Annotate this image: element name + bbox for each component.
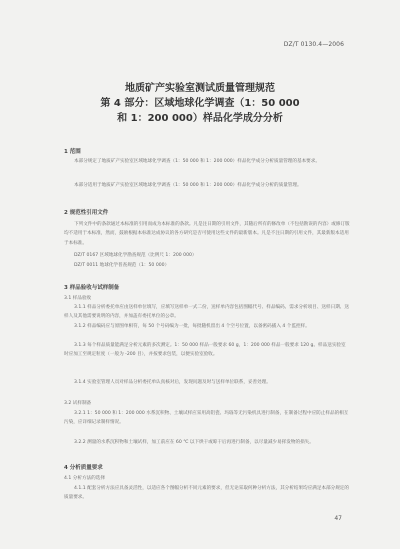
subsection-3-1-heading: 3.1 样品验收 [64,296,92,301]
subsection-4-1-heading: 4.1 分析方法的选择 [64,476,105,481]
subsection-3-2-heading: 3.2 试样制备 [64,401,92,406]
clause-3-1-1: 3.1.1 样品分析委托单应由送样单位填写，应填写送样单一式二份，送样单内容包括图幅代号、样品编码、需求分析项目、送样日期、送样人及其他需要说明的内容，并加盖有委托单位的公章。 [64,305,349,320]
section-4-heading: 4 分析质量要求 [64,465,103,471]
section-1-paragraph-1: 本部分规定了地质矿产实验室区域地球化学调查（1：50 000 和 1：200 000）样品化学成分分析质量管理的基本要求。 [74,159,320,164]
section-2-paragraph-1: 下列文件中的条款通过本标准的引用而成为本标准的条款。凡是注日期的引用文件，其随后所有的修改单（不包括勘误的内容）或修订版均不适用于本标准，然而，鼓励根据本标准达成协议的各方研究是否可使用这些文件的最新版本。凡是不注日期的引用文件，其最新版本适用于本标准。 [64,222,350,246]
reference-2: DZ/T 0011 地球化学普查规范（1：50 000） [74,263,170,268]
clause-3-1-2: 3.1.2 样品编码应与原图单相符，每 50 个号码编为一批，每批随机留出 4 个空号位置，以备密码插入 4 个监控样。 [74,324,310,329]
title-line-2: 第 4 部分：区域地球化学调查（1：50 000 [100,98,300,109]
section-3-heading: 3 样品验收与试样制备 [64,285,120,291]
standard-code: DZ/T 0130.4—2006 [283,41,344,48]
section-1-heading: 1 范围 [64,149,81,155]
section-2-heading: 2 规范性引用文件 [64,210,109,216]
reference-1: DZ/T 0167 区域地球化学勘查规范（比例尺 1：200 000） [74,253,197,258]
section-1-paragraph-2: 本部分适用于地质矿产实验室区域地球化学调查（1：50 000 和 1：200 000）样品化学成分分析的质量管理。 [74,183,302,188]
clause-3-2-1: 3.2.1 1：50 000 和 1：200 000 水系沉积物、土壤试样应采用高铝瓷、玛瑙等无污染机具进行制备，在制备过程中应防止样品的相互污染，应详细记录制样情况。 [64,411,349,426]
title-line-1: 地质矿产实验室测试质量管理规范 [125,83,275,94]
clause-4-1-1: 4.1.1 配套分析方法应具备灵活性，以适应各个图幅分析不同元素的要求，但无论采取何种分析方法，其分析结果均应满足本部分规定的质量要求。 [64,486,349,501]
clause-3-1-4: 3.1.4 实验室管理人员对样品分析委托单认真核对后，发现问题及时与送样单位联系，妥善处理。 [74,380,271,385]
title-line-3: 和 1：200 000）样品化学成分分析 [117,113,283,124]
clause-3-1-3: 3.1.3 每个样品质量能满足分析元素的多次测定。1：50 000 样品一般要求 60 g，1：200 000 样品一般要求 120 g。样品送实验室时应加工至规定粒度（一般为 -200 目），并按要求包装，以便实验室验收。 [64,343,346,358]
page-number: 47 [334,515,342,522]
clause-3-2-2: 3.2.2 测量的水系沉积物和土壤试样，加工前应在 60 ℃ 以下烘干或晾干后再进行制备，以尽量减少易挥发物的损失。 [74,440,314,445]
